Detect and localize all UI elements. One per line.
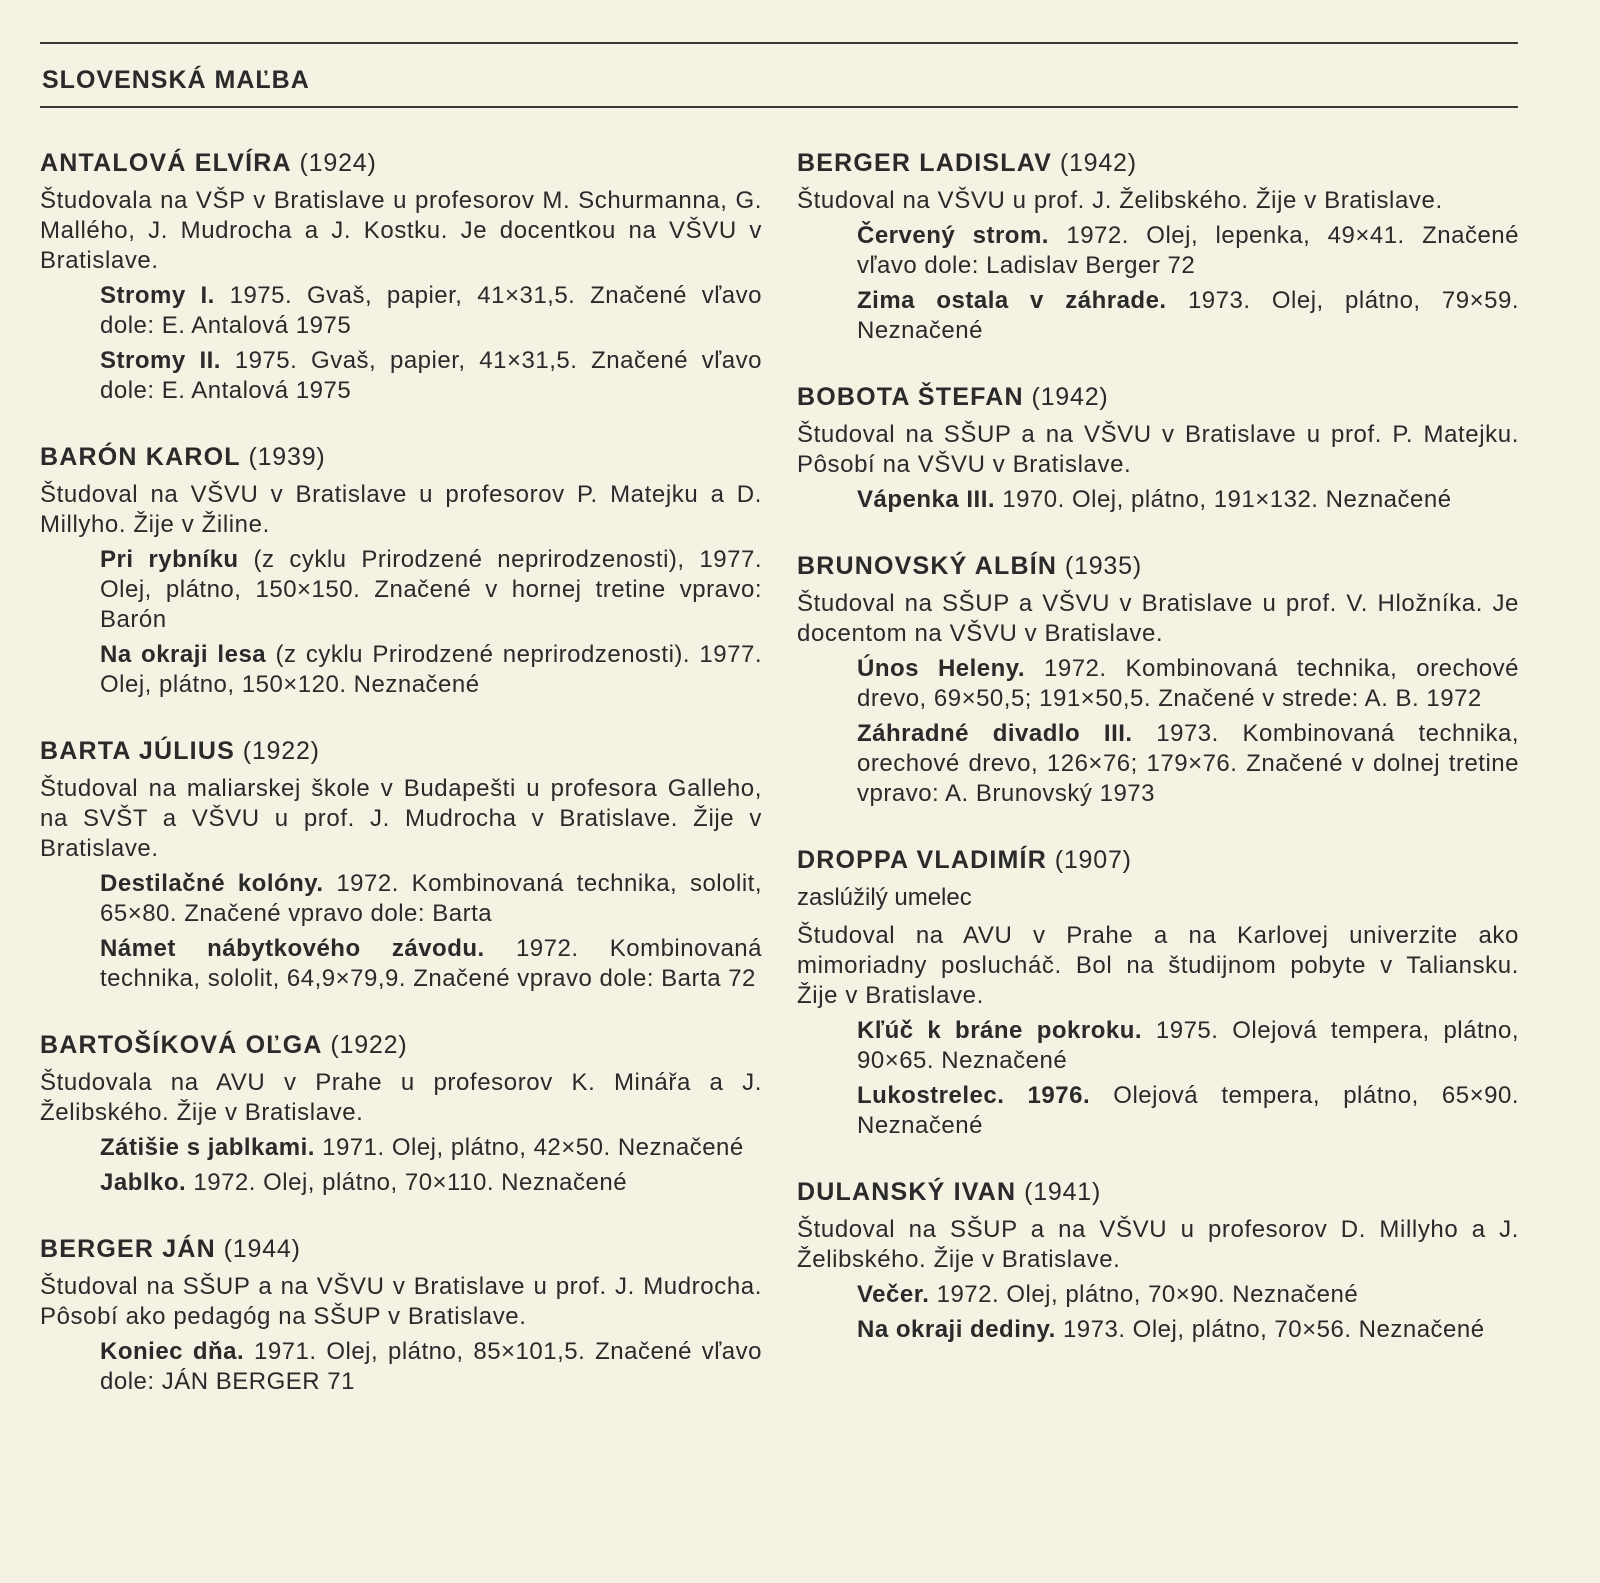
artist-entry bbox=[40, 734, 762, 994]
artist-bio: Študoval na SŠUP a na VŠVU v Bratislave u prof. J. Mudrocha. Pôsobí ako pedagóg na SŠUP v Bratislave. bbox=[40, 1273, 762, 1330]
artwork-details: 1973. Olej, plátno, 79×59. Neznačené bbox=[857, 287, 1519, 344]
section-title: SLOVENSKÁ MAĽBA bbox=[42, 66, 310, 94]
artist-entry bbox=[797, 380, 1519, 515]
artist-name: BARÓN KAROL bbox=[40, 443, 241, 471]
artist-bio: Študovala na AVU v Prahe u profesorov K. Minářa a J. Želibského. Žije v Bratislave. bbox=[40, 1069, 762, 1126]
artist-birth-year: (1935) bbox=[1064, 552, 1142, 580]
header-rule bbox=[40, 106, 1518, 108]
artwork-entry bbox=[100, 869, 762, 929]
artist-heading bbox=[40, 440, 762, 474]
artist-entry bbox=[797, 843, 1519, 1141]
artist-birth-year: (1939) bbox=[248, 443, 326, 471]
artist-entry bbox=[40, 440, 762, 700]
artist-heading bbox=[797, 843, 1519, 877]
artwork-title: Destilačné kolóny. bbox=[100, 870, 324, 897]
artwork-details: 1971. Olej, plátno, 42×50. Neznačené bbox=[322, 1134, 744, 1161]
artwork-details: 1972. Olej, lepenka, 49×41. Značené vľavo dole: Ladislav Berger 72 bbox=[857, 222, 1519, 279]
artwork-title: Večer. bbox=[857, 1281, 930, 1308]
artist-name: BARTA JÚLIUS bbox=[40, 737, 235, 765]
artwork-title: Zátišie s jablkami. bbox=[100, 1134, 315, 1161]
artwork-details: 1975. Gvaš, papier, 41×31,5. Značené vľavo dole: E. Antalová 1975 bbox=[100, 282, 762, 339]
artwork-entry bbox=[857, 221, 1519, 281]
artwork-entry bbox=[857, 286, 1519, 346]
artwork-title: Záhradné divadlo III. bbox=[857, 720, 1133, 747]
artwork-details: 1972. Kombinovaná technika, sololit, 64,9×79,9. Značené vpravo dole: Barta 72 bbox=[100, 935, 762, 992]
artwork-entry bbox=[100, 1133, 762, 1163]
artist-bio: Študoval na maliarskej škole v Budapešti u profesora Galleho, na SVŠT a VŠVU u prof. J. Mudrocha v Bratislave. Žije v Bratislave. bbox=[40, 775, 762, 862]
artwork-entry bbox=[100, 640, 762, 700]
artwork-title: Stromy I. bbox=[100, 282, 215, 309]
artwork-entry bbox=[100, 934, 762, 994]
artwork-title: Únos Heleny. bbox=[857, 655, 1026, 682]
artist-birth-year: (1941) bbox=[1024, 1178, 1102, 1206]
artist-heading bbox=[40, 734, 762, 768]
artist-birth-year: (1907) bbox=[1054, 846, 1132, 874]
artwork-details: 1972. Olej, plátno, 70×110. Neznačené bbox=[193, 1169, 628, 1196]
artist-bio: Študovala na VŠP v Bratislave u profesorov M. Schurmanna, G. Mallého, J. Mudrocha a J. Kostku. Je docentkou na VŠVU v Bratislave. bbox=[40, 187, 762, 274]
left-column bbox=[40, 146, 762, 1431]
artwork-details: 1972. Kombinovaná technika, sololit, 65×80. Značené vpravo dole: Barta bbox=[100, 870, 762, 927]
artwork-details: 1972. Olej, plátno, 70×90. Neznačené bbox=[936, 1281, 1359, 1308]
artwork-title: Vápenka III. bbox=[857, 486, 996, 513]
artwork-entry bbox=[857, 719, 1519, 809]
artist-bio: Študoval na SŠUP a na VŠVU v Bratislave u prof. P. Matejku. Pôsobí na VŠVU v Bratislave. bbox=[797, 421, 1519, 478]
artist-birth-year: (1922) bbox=[242, 737, 320, 765]
top-rule bbox=[40, 42, 1518, 44]
artist-heading bbox=[40, 1232, 762, 1266]
artwork-title: Pri rybníku bbox=[100, 546, 239, 573]
artwork-entry bbox=[100, 281, 762, 341]
artwork-details: 1975. Gvaš, papier, 41×31,5. Značené vľavo dole: E. Antalová 1975 bbox=[100, 347, 762, 404]
artist-name: BARTOŠÍKOVÁ OĽGA bbox=[40, 1031, 323, 1059]
artwork-title: Námet nábytkového závodu. bbox=[100, 935, 485, 962]
artwork-entry bbox=[857, 1280, 1519, 1310]
artwork-title: Červený strom. bbox=[857, 222, 1049, 249]
artist-name: DROPPA VLADIMÍR bbox=[797, 846, 1047, 874]
artwork-details: (z cyklu Prirodzené neprirodzenosti). 1977. Olej, plátno, 150×120. Neznačené bbox=[100, 641, 762, 698]
artist-birth-year: (1944) bbox=[223, 1235, 301, 1263]
right-column bbox=[797, 146, 1519, 1379]
artwork-title: Lukostrelec. 1976. bbox=[857, 1082, 1091, 1109]
artwork-details: Olejová tempera, plátno, 65×90. Neznačené bbox=[857, 1082, 1519, 1139]
artist-heading bbox=[797, 380, 1519, 414]
artwork-details: 1970. Olej, plátno, 191×132. Neznačené bbox=[1002, 486, 1452, 513]
artwork-entry bbox=[857, 485, 1519, 515]
artist-entry bbox=[40, 1232, 762, 1397]
artist-heading bbox=[40, 1028, 762, 1062]
artwork-title: Na okraji dediny. bbox=[857, 1316, 1056, 1343]
artist-title: zaslúžilý umelec bbox=[797, 884, 972, 911]
artwork-entry bbox=[857, 1016, 1519, 1076]
artwork-details: 1973. Kombinovaná technika, orechové drevo, 126×76; 179×76. Značené v dolnej tretine vpravo: A. Brunovský 1973 bbox=[857, 720, 1520, 807]
artwork-entry bbox=[857, 1315, 1519, 1345]
artist-name: DULANSKÝ IVAN bbox=[797, 1178, 1017, 1206]
artist-entry bbox=[797, 1175, 1519, 1345]
artwork-title: Kľúč k bráne pokroku. bbox=[857, 1017, 1143, 1044]
artist-entry bbox=[40, 146, 762, 406]
artwork-title: Jablko. bbox=[100, 1169, 187, 1196]
artwork-entry bbox=[857, 1081, 1519, 1141]
artist-entry bbox=[797, 146, 1519, 346]
artist-birth-year: (1942) bbox=[1059, 149, 1137, 177]
artwork-details: 1972. Kombinovaná technika, orechové drevo, 69×50,5; 191×50,5. Značené v strede: A. B. 1972 bbox=[857, 655, 1519, 712]
artist-name: BERGER JÁN bbox=[40, 1235, 216, 1263]
artist-birth-year: (1924) bbox=[299, 149, 377, 177]
artist-name: BRUNOVSKÝ ALBÍN bbox=[797, 552, 1058, 580]
artwork-entry bbox=[100, 346, 762, 406]
artist-bio: Študoval na AVU v Prahe a na Karlovej univerzite ako mimoriadny poslucháč. Bol na študijnom pobyte v Taliansku. Žije v Bratislave. bbox=[797, 922, 1519, 1009]
artist-bio: Študoval na SŠUP a na VŠVU u profesorov D. Millyho a J. Želibského. Žije v Bratislave. bbox=[797, 1216, 1519, 1273]
artwork-title: Stromy II. bbox=[100, 347, 221, 374]
artist-birth-year: (1942) bbox=[1031, 383, 1109, 411]
artist-name: BOBOTA ŠTEFAN bbox=[797, 383, 1024, 411]
artwork-entry bbox=[100, 1168, 762, 1198]
artist-heading bbox=[797, 1175, 1519, 1209]
artwork-title: Zima ostala v záhrade. bbox=[857, 287, 1167, 314]
artwork-title: Na okraji lesa bbox=[100, 641, 267, 668]
artist-heading bbox=[40, 146, 762, 180]
artist-heading bbox=[797, 146, 1519, 180]
artist-bio: Študoval na SŠUP a VŠVU v Bratislave u prof. V. Hložníka. Je docentom na VŠVU v Bratislave. bbox=[797, 590, 1519, 647]
artwork-entry bbox=[100, 1337, 762, 1397]
artist-name: ANTALOVÁ ELVÍRA bbox=[40, 149, 292, 177]
artwork-entry bbox=[857, 654, 1519, 714]
artist-name: BERGER LADISLAV bbox=[797, 149, 1053, 177]
artwork-details: (z cyklu Prirodzené neprirodzenosti), 1977. Olej, plátno, 150×150. Značené v hornej tretine vpravo: Barón bbox=[100, 546, 762, 633]
artwork-title: Koniec dňa. bbox=[100, 1338, 245, 1365]
artist-entry bbox=[40, 1028, 762, 1198]
artist-heading bbox=[797, 549, 1519, 583]
artist-bio: Študoval na VŠVU u prof. J. Želibského. Žije v Bratislave. bbox=[797, 187, 1443, 214]
artwork-details: 1973. Olej, plátno, 70×56. Neznačené bbox=[1062, 1316, 1485, 1343]
artwork-details: 1971. Olej, plátno, 85×101,5. Značené vľavo dole: JÁN BERGER 71 bbox=[100, 1338, 762, 1395]
artwork-entry bbox=[100, 545, 762, 635]
artist-entry bbox=[797, 549, 1519, 809]
artwork-details: 1975. Olejová tempera, plátno, 90×65. Neznačené bbox=[857, 1017, 1519, 1074]
artist-bio: Študoval na VŠVU v Bratislave u profesorov P. Matejku a D. Millyho. Žije v Žiline. bbox=[40, 481, 762, 538]
artist-birth-year: (1922) bbox=[330, 1031, 408, 1059]
